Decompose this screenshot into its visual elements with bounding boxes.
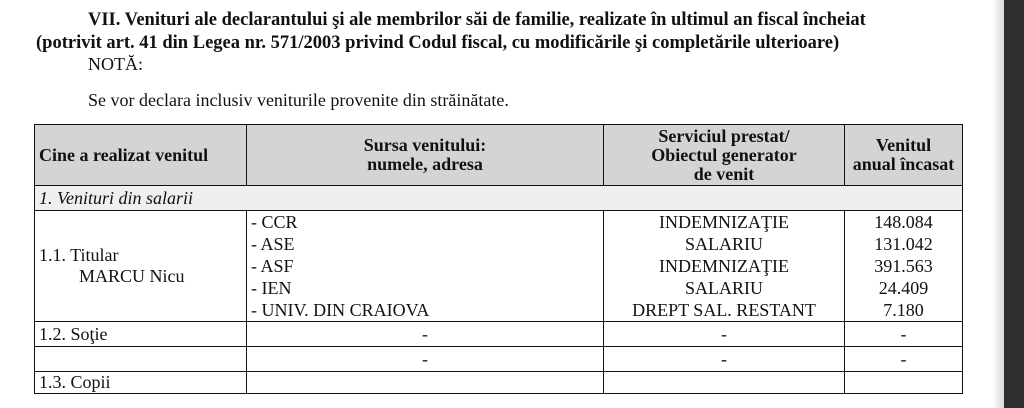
service-item: DREPT SAL. RESTANT [632,300,816,320]
sotie-label: 1.2. Soţie [35,322,247,347]
section-row [35,186,963,211]
section-1-title: 1. Venituri din salarii [35,186,963,211]
service-item: SALARIU [684,278,763,298]
header-source [247,125,604,186]
header-income-line-1: Venitul [875,135,932,155]
table-row [35,322,963,347]
service-item: INDEMNIZAŢIE [659,256,789,276]
table-row [35,372,963,394]
header-income [845,125,963,186]
blank-label [35,347,247,372]
source-item: - ASF [251,256,294,276]
copii-source [247,372,604,394]
copii-service [604,372,845,394]
blank-amount: - [845,347,963,372]
titular-label: 1.1. Titular [39,245,119,265]
header-source-line-2: numele, adresa [367,154,483,174]
header-service [604,125,845,186]
copii-label: 1.3. Copii [35,372,247,394]
header-who: Cine a realizat venitul [35,125,247,186]
source-item: - CCR [251,212,298,232]
header-source-line-1: Sursa venitului: [363,135,487,155]
amount-item: 24.409 [878,278,929,298]
blank-service: - [604,347,845,372]
table-header-row [35,125,963,186]
header-service-line-1: Serviciul prestat/ [658,125,790,146]
titular-services [604,211,845,322]
table-row [35,211,963,322]
table-row [35,347,963,372]
source-item: - IEN [251,278,292,298]
heading-line-2: (potrivit art. 41 din Legea nr. 571/2003 privind Codul fiscal, cu modificările şi completările ulterioare) [36,33,840,53]
titular-sources [247,211,604,322]
service-item: SALARIU [684,234,763,254]
source-item: - ASE [251,234,295,254]
copii-amount [845,372,963,394]
service-item: INDEMNIZAŢIE [659,212,789,232]
income-table [34,124,963,394]
sotie-source: - [247,322,604,347]
titular-name: MARCU Nicu [79,266,185,286]
header-service-line-2: Obiectul generator [651,144,797,165]
blank-source: - [247,347,604,372]
titular-cell [35,211,247,322]
amount-item: 7.180 [883,300,924,320]
viewer-right-border [1004,0,1024,408]
nota-label: NOTĂ: [88,54,143,74]
header-service-line-3: de venit [693,163,755,184]
note-text: Se vor declara inclusiv veniturile provenite din străinătate. [88,90,509,110]
amount-item: 391.563 [874,256,933,276]
titular-amounts [845,211,963,322]
sotie-service: - [604,322,845,347]
header-income-line-2: anual încasat [852,154,955,174]
page-edge-shadow [992,0,1004,408]
amount-item: 148.084 [874,212,933,232]
heading-line-1: VII. Venituri ale declarantului şi ale membrilor săi de familie, realizate în ultimul an fiscal încheiat [88,10,866,30]
source-item: - UNIV. DIN CRAIOVA [251,300,430,320]
amount-item: 131.042 [874,234,933,254]
sotie-amount: - [845,322,963,347]
